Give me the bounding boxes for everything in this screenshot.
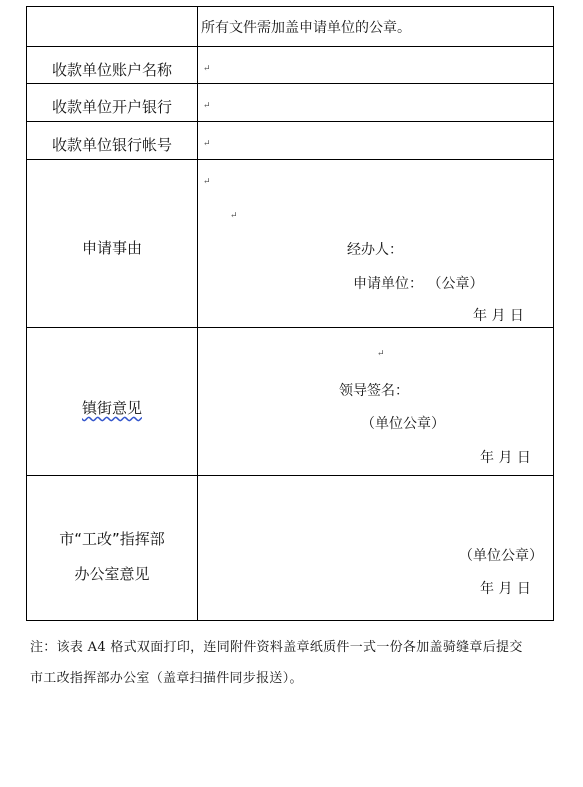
city-seal-label: （单位公章） — [459, 548, 543, 564]
paragraph-mark: ↵ — [203, 64, 211, 74]
paragraph-mark: ↵ — [203, 139, 211, 149]
footnote-line-2: 市工改指挥部办公室（盖章扫描件同步报送）。 — [30, 671, 303, 686]
town-date: 年 月 日 — [480, 450, 531, 466]
application-form-table — [26, 6, 554, 621]
account-name-label: 收款单位账户名称 — [51, 61, 172, 79]
bank-label: 收款单位开户银行 — [51, 98, 172, 116]
town-opinion-label-wrap — [27, 397, 197, 418]
paragraph-mark: ↵ — [203, 177, 211, 187]
account-number-label: 收款单位银行帐号 — [51, 136, 172, 154]
row-divider — [27, 83, 553, 84]
city-opinion-label-line2: 办公室意见 — [74, 565, 150, 583]
row-divider — [27, 475, 553, 476]
town-seal-label: （单位公章） — [361, 416, 445, 432]
row-divider — [27, 46, 553, 47]
reason-label: 申请事由 — [81, 239, 142, 257]
footnote-line-1: 注：该表 A4 格式双面打印，连同附件资料盖章纸质件一式一份各加盖骑缝章后提交 — [30, 640, 523, 655]
row-divider — [27, 327, 553, 328]
city-opinion-label-line1: 市“工改”指挥部 — [59, 530, 165, 548]
row-divider — [27, 121, 553, 122]
paragraph-mark: ↵ — [203, 101, 211, 111]
row-divider — [27, 159, 553, 160]
city-date: 年 月 日 — [480, 581, 531, 597]
reason-date: 年 月 日 — [473, 308, 524, 324]
column-divider — [197, 7, 198, 620]
paragraph-mark: ↵ — [230, 211, 238, 221]
notice-text: 所有文件需加盖申请单位的公章。 — [201, 20, 411, 36]
applicant-unit-label: 申请单位： （公章） — [353, 276, 484, 292]
town-opinion-label: 镇街意见 — [81, 399, 142, 417]
handler-label: 经办人： — [347, 242, 403, 258]
leader-signature-label: 领导签名： — [339, 383, 409, 399]
paragraph-mark: ↵ — [377, 349, 385, 359]
